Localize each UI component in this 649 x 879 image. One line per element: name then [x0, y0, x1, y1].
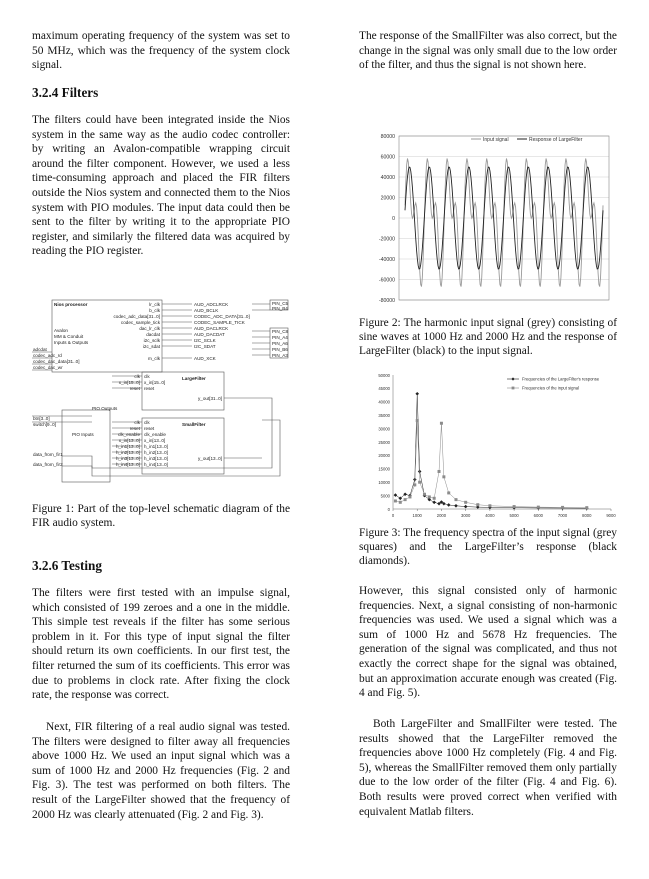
x-tick-label: 1000 [412, 513, 422, 518]
small-filter-left-label: clk_enable [118, 432, 140, 437]
small-filter-port: reset [144, 426, 155, 431]
large-filter-title: LargeFilter [182, 376, 206, 381]
data-point-diamond [432, 501, 436, 505]
pin-label: PIN_C8 [272, 329, 289, 334]
data-point-diamond [415, 392, 419, 396]
output-label: CODEC_SAMPLE_TICK [194, 320, 245, 325]
y-tick-label: 5000 [380, 493, 390, 499]
data-point-square [537, 506, 540, 509]
small-filter-left-label: reset [129, 426, 140, 431]
y-tick-label: 35000 [378, 413, 390, 418]
small-filter-port: h_in4[13..0] [144, 462, 169, 467]
y-tick-label: -20000 [378, 236, 395, 243]
pin-label: PIN_A4 [272, 335, 288, 340]
data-point-square [585, 506, 588, 509]
testing-paragraph-1: The filters were first tested with an impulse signal, which consisted of 199 zeroes and a one in the middle. This simple test reveals if the filter has some serious problem in it. For this type of input signal the filter should return its own coefficients. In our first test, the filter returned the sum of its coefficients. This error was due to problems in clock rate. After fixing the clock rate, the response was correct. [32, 587, 290, 702]
y-tick-label: 0 [387, 506, 390, 512]
x-tick-label: 5000 [509, 513, 519, 518]
section-heading-testing: 3.2.6 Testing [32, 558, 102, 573]
port-label: i2c_sclk [143, 338, 160, 343]
small-filter-left-label: clk [134, 420, 140, 425]
pio-out-signal: switch[9..0] [33, 422, 56, 427]
data-point-square [464, 501, 467, 504]
figure3-chart [359, 367, 617, 523]
legend-marker [511, 377, 514, 380]
data-point-square [438, 470, 441, 473]
data-point-square [442, 475, 445, 478]
output-label: AUD_BCLK [194, 308, 219, 313]
data-point-square [476, 503, 479, 506]
data-point-diamond [394, 493, 398, 497]
data-point-square [513, 505, 516, 508]
port-label: i2c_sdat [142, 344, 160, 349]
large-filter-out: y_out[31..0] [197, 396, 222, 401]
y-tick-label: -60000 [378, 277, 395, 284]
pin-label: PIN_A3 [272, 353, 288, 358]
data-point-square [454, 498, 457, 501]
small-filter-out: y_out[13..0] [197, 456, 222, 461]
x-tick-label: 9000 [606, 513, 616, 518]
figure2-svg [359, 128, 617, 308]
data-point-diamond [464, 505, 468, 509]
port-label: b_clk [149, 308, 160, 313]
small-filter-port: clk_enable [144, 432, 166, 437]
port-label: lr_clk [149, 302, 160, 307]
x-tick-label: 6000 [533, 513, 543, 518]
data-from-label: data_from_fir1 [33, 452, 63, 457]
figure1-schematic [32, 298, 290, 484]
output-label: AUD_DACDAT [194, 332, 225, 337]
small-filter-port: h_in2[13..0] [144, 450, 169, 455]
pio-out-signal: btn[3..0] [33, 416, 50, 421]
legend-label: Response of LargeFilter [529, 137, 583, 143]
figure1-caption: Figure 1: Part of the top-level schematic diagram of the FIR audio system. [32, 503, 290, 529]
large-filter-port: reset [144, 386, 155, 391]
section-heading-filters: 3.2.4 Filters [32, 85, 99, 100]
output-label: AUD_ADCLRCK [194, 302, 229, 307]
data-point-diamond [454, 504, 458, 508]
smallfilter-paragraph: The response of the SmallFilter was also correct, but the change in the signal was only small due to the low order of the filter, and thus the signal is not shown here. [359, 30, 617, 72]
output-label: I2C_SDAT [194, 344, 216, 349]
legend-label: Frequencies of the LargeFilter's response [522, 376, 600, 382]
small-filter-left-label: h_in2[13..0] [115, 450, 140, 455]
data-point-square [561, 506, 564, 509]
data-point-square [399, 501, 402, 504]
filters-paragraph: The filters could have been integrated inside the Nios system in the same way as the audio codec controller: by writing an Avalon-compatible wrapping circuit around the filter component. However, we used a less time-consuming approach and placed the FIR filters outside the Nios system and connected them to the Nios system with PIO modules. The input data could then be sent to the filter by writing it to the appropriate PIO register, and similarly the filtered data was acquired by reading the PIO register. [32, 114, 290, 258]
y-tick-label: 10000 [378, 480, 390, 485]
small-filter-left-label: h_in4[13..0] [115, 462, 140, 467]
legend-label: Frequencies of the input signal [522, 385, 580, 391]
legend-marker [512, 387, 515, 390]
series-connector [395, 394, 586, 508]
x-tick-label: 3000 [461, 513, 471, 518]
data-point-square [447, 491, 450, 494]
output-label: AUD_DACLRCK [194, 326, 229, 331]
data-point-square [433, 497, 436, 500]
however-paragraph: However, this signal consisted only of harmonic frequencies. Next, a signal consisting of non-harmonic frequencies was used. We used a signal which was a sum of 1000 Hz and 5678 Hz frequencies. The generation of the signal was complicated, and thus not exactly the correct shape for the signal was obtained, but an approximation accurate enough was created (Fig. 4 and Fig. 5). [359, 585, 617, 700]
legend-label: Input signal [483, 137, 509, 143]
figure2-chart [359, 128, 617, 308]
legend [471, 137, 583, 143]
pio-inputs-label: PIO Inputs [72, 432, 94, 437]
pin-label: PIN_B4 [272, 306, 288, 311]
x-tick-label: 2000 [436, 513, 447, 518]
y-tick-label: 30000 [378, 426, 390, 432]
y-tick-label: 15000 [378, 466, 390, 472]
y-tick-label: -80000 [378, 298, 395, 304]
y-tick-label: 20000 [380, 195, 395, 202]
pin-label: PIN_B6 [272, 347, 288, 352]
legend [507, 377, 600, 391]
nios-port-avalon: Avalon [54, 328, 68, 333]
small-filter-left-label: h_in1[13..0] [115, 444, 140, 449]
testing-paragraph-2: Next, FIR filtering of a real audio signal was tested. The filters were designed to filter away all frequencies above 1000 Hz. We used an input signal which was a sum of 1000 Hz and 2000 Hz frequencies (Fig. 2 and Fig. 3). The test was performed on both filters. The result of the LargeFilter showed that the frequency of 2000 Hz was clearly attenuated (Fig. 2 and Fig. 3). [32, 721, 290, 821]
signal-label: adcdat [33, 347, 47, 352]
large-filter-left-label: reset [129, 386, 140, 391]
data-point-square [408, 495, 411, 498]
port-label: codec_adc_data[31..0] [113, 314, 160, 319]
large-filter-left-label: clk [134, 374, 140, 379]
data-from-label: data_from_fir2 [33, 462, 63, 467]
both-paragraph: Both LargeFilter and SmallFilter were tested. The results showed that the LargeFilter removed the frequencies above 1000 Hz completely (Fig. 4 and Fig. 5), whereas the SmallFilter removed them only partially due to the low order of the filter (Fig. 4 and Fig. 6). Both results were proved correct when verified with equivalent Matlab filters. [359, 718, 617, 818]
y-tick-label: 80000 [380, 134, 395, 140]
x-tick-label: 7000 [557, 513, 568, 518]
figure2-caption: Figure 2: The harmonic input signal (grey) consisting of sine waves at 1000 Hz and 2000 Hz and the response of LargeFilter (black) to the input signal. [359, 317, 617, 357]
y-tick-label: 20000 [378, 453, 390, 459]
intro-paragraph: maximum operating frequency of the system was set to 50 MHz, which was the frequency of the system clock signal. [32, 30, 290, 72]
output-label: I2C_SCLK [194, 338, 216, 343]
data-point-diamond [447, 503, 451, 507]
port-label: m_clk [148, 356, 160, 361]
nios-port-mm: MM & Conduit [54, 334, 84, 339]
large-filter-port: clk [144, 374, 150, 379]
data-point-square [428, 495, 431, 498]
schematic-svg [32, 298, 290, 484]
figure3-caption: Figure 3: The frequency spectra of the input signal (grey squares) and the LargeFilter’s response (black diamonds). [359, 527, 617, 567]
small-filter-title: SmallFilter [182, 422, 206, 427]
small-filter-port: h_in1[13..0] [144, 444, 169, 449]
pio-outputs-label: PIO Outputs [92, 406, 118, 411]
signal-label: codec_dac_wr [33, 365, 63, 370]
y-tick-label: 0 [392, 216, 395, 222]
output-label: CODEC_ADC_DATA[31..0] [194, 314, 250, 319]
x-tick-label: 0 [391, 513, 395, 518]
port-label: dac_lr_clk [139, 326, 160, 331]
small-filter-port: clk [144, 420, 150, 425]
data-point-square [423, 493, 426, 496]
data-point-square [416, 419, 419, 422]
y-tick-label: 40000 [380, 175, 395, 181]
small-filter-port: x_in[13..0] [144, 438, 166, 443]
port-label: codec_sample_tick [120, 320, 160, 325]
y-tick-label: 40000 [378, 399, 390, 405]
y-tick-label: 25000 [378, 439, 390, 445]
signal-label: codec_dac_data[31..0] [33, 359, 80, 364]
data-point-square [394, 499, 397, 502]
large-filter-left-label: x_in[15..0] [118, 380, 140, 385]
y-tick-label: 45000 [378, 386, 390, 392]
y-tick-label: -40000 [378, 257, 395, 263]
x-tick-label: 4000 [485, 513, 495, 518]
port-label: dacdat [146, 332, 160, 337]
figure3-svg [359, 367, 617, 523]
nios-port-io: Inputs & Outputs [54, 340, 89, 345]
y-tick-label: 60000 [380, 154, 395, 161]
pin-label: PIN_C5 [272, 301, 289, 306]
large-filter-port: x_in[15..0] [144, 380, 166, 385]
y-tick-label: 50000 [378, 372, 390, 378]
output-label: AUD_XCK [194, 356, 216, 361]
data-point-square [488, 504, 491, 507]
small-filter-left-label: x_in[13..0] [118, 438, 140, 443]
data-point-square [418, 481, 421, 484]
small-filter-port: h_in3[13..0] [144, 456, 169, 461]
x-tick-label: 8000 [582, 513, 592, 518]
small-filter-left-label: h_in3[13..0] [115, 456, 140, 461]
data-point-square [404, 498, 407, 501]
pin-label: PIN_A6 [272, 341, 288, 346]
data-point-square [440, 422, 443, 425]
data-point-square [413, 483, 416, 486]
data-point-diamond [418, 470, 422, 474]
nios-title: Nios processor [54, 302, 88, 307]
signal-label: codec_adc_rd [33, 353, 62, 358]
